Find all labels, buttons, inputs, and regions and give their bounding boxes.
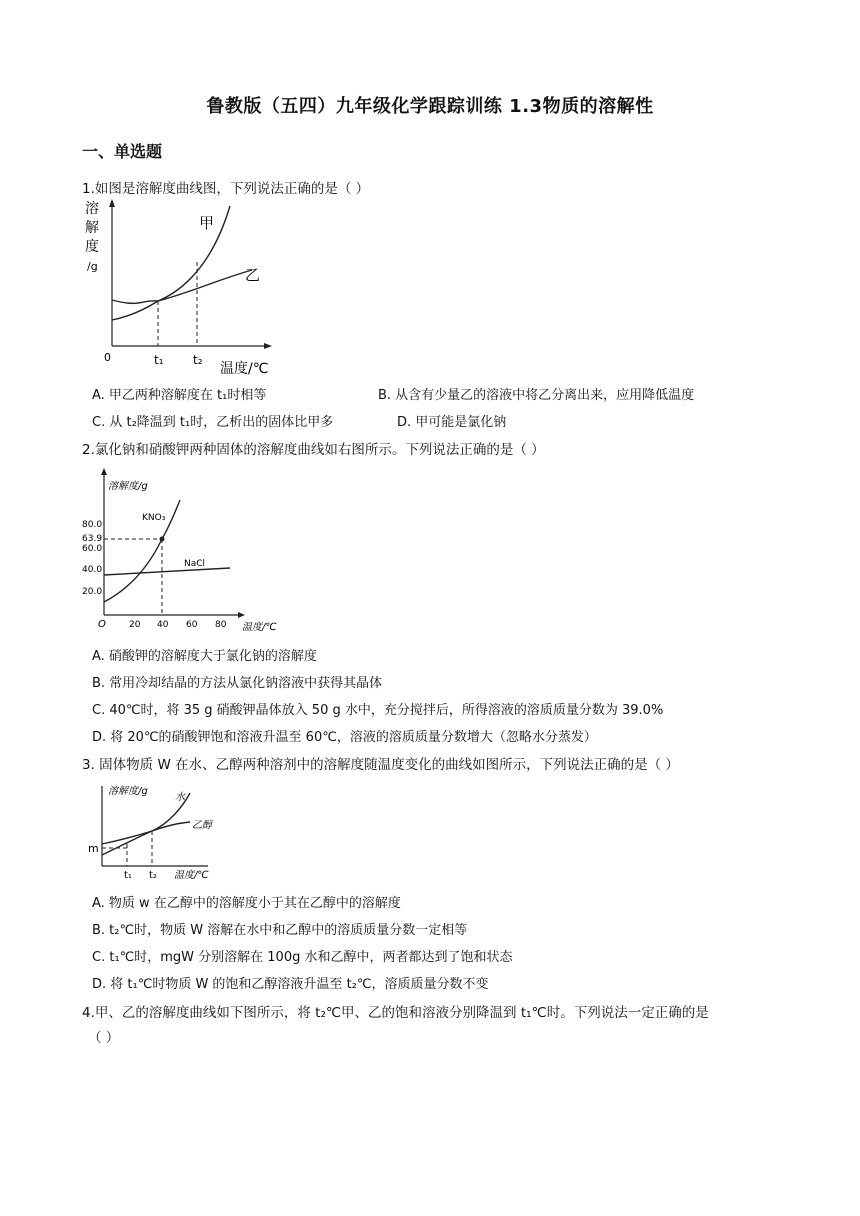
q3-tick-t2: t₂ — [149, 870, 157, 881]
q2-ytick-60: 60.0 — [82, 544, 103, 554]
question-1-stem: 1.如图是溶解度曲线图，下列说法正确的是（ ） — [82, 181, 370, 197]
q2-xticks — [129, 620, 227, 630]
q1-ylabel-1: 溶 — [85, 201, 99, 217]
q2-option-c[interactable]: C. 40℃时，将 35 g 硝酸钾晶体放入 50 g 水中，充分搅拌后，所得溶液的溶质质量分数为 39.0% — [92, 703, 664, 718]
q3-m-label: m — [88, 842, 99, 855]
q2-xtick-40: 40 — [157, 620, 169, 630]
q1-tick-t2: t₂ — [193, 353, 203, 367]
q3-label-ethanol: 乙醇 — [192, 820, 212, 831]
q3-option-c[interactable]: C. t₁℃时，mgW 分别溶解在 100g 水和乙醇中，两者都达到了饱和状态 — [92, 950, 513, 965]
q2-y-arrow — [101, 468, 107, 475]
question-3-stem: 3. 固体物质 W 在水、乙醇两种溶剂中的溶解度随温度变化的曲线如图所示，下列说法正确的是（ ） — [82, 757, 679, 773]
q2-xlabel: 温度/℃ — [242, 622, 277, 633]
q3-label-water: 水 — [175, 792, 185, 803]
q2-x-arrow — [238, 612, 245, 618]
q2-origin: O — [98, 619, 106, 630]
q1-option-c[interactable]: C. 从 t₂降温到 t₁时，乙析出的固体比甲多 — [92, 415, 334, 430]
section-heading: 一、单选题 — [82, 142, 163, 161]
q2-label-nacl: NaCl — [184, 559, 206, 569]
q1-solubility-chart — [82, 196, 282, 376]
q1-option-b[interactable]: B. 从含有少量乙的溶液中将乙分离出来，应用降低温度 — [378, 388, 695, 403]
q1-x-arrow — [264, 343, 272, 349]
q1-tick-t1: t₁ — [154, 353, 164, 367]
q3-xlabel: 温度/℃ — [174, 870, 209, 881]
q2-solubility-chart — [82, 465, 292, 635]
question-2-stem: 2.氯化钠和硝酸钾两种固体的溶解度曲线如右图所示。下列说法正确的是（ ） — [82, 442, 545, 458]
question-4-stem-line1: 4.甲、乙的溶解度曲线如下图所示，将 t₂℃甲、乙的饱和溶液分别降温到 t₁℃时。下列说法一定正确的是 — [82, 1005, 709, 1021]
q2-curve-nacl — [104, 568, 230, 575]
q1-label-yi: 乙 — [245, 266, 261, 284]
q1-option-d[interactable]: D. 甲可能是氯化钠 — [397, 415, 507, 430]
q3-ylabel: 溶解度/g — [108, 786, 148, 797]
q2-xtick-80: 80 — [215, 620, 227, 630]
q2-ytick-80: 80.0 — [82, 520, 103, 530]
q1-y-arrow — [109, 199, 115, 207]
q2-xtick-20: 20 — [129, 620, 141, 630]
q2-point-63.9 — [160, 537, 165, 542]
q3-solubility-chart — [86, 778, 226, 888]
q2-ylabel: 溶解度/g — [108, 481, 148, 492]
q1-xlabel: 温度/℃ — [220, 361, 269, 377]
q2-option-d[interactable]: D. 将 20℃的硝酸钾饱和溶液升温至 60℃，溶液的溶质质量分数增大（忽略水分蒸发） — [92, 730, 597, 745]
q3-curve-ethanol — [102, 822, 190, 855]
q1-ylabel-2: 解 — [85, 220, 99, 236]
q2-ytick-20: 20.0 — [82, 587, 103, 597]
question-4-stem-line2: （ ） — [88, 1030, 120, 1046]
q1-label-jia: 甲 — [199, 214, 215, 232]
q3-option-d[interactable]: D. 将 t₁℃时物质 W 的饱和乙醇溶液升温至 t₂℃，溶质质量分数不变 — [92, 977, 489, 992]
q2-ytick-63.9: 63.9 — [82, 534, 103, 544]
q2-yticks — [82, 520, 102, 597]
q3-option-b[interactable]: B. t₂℃时，物质 W 溶解在水中和乙醇中的溶质质量分数一定相等 — [92, 923, 468, 938]
q1-ylabel — [85, 200, 99, 273]
q1-origin: 0 — [104, 351, 111, 364]
q2-ytick-40: 40.0 — [82, 565, 103, 575]
q1-ylabel-4: /g — [87, 260, 98, 273]
q2-option-b[interactable]: B. 常用冷却结晶的方法从氯化钠溶液中获得其晶体 — [92, 676, 383, 691]
q2-option-a[interactable]: A. 硝酸钾的溶解度大于氯化钠的溶解度 — [92, 649, 317, 664]
q2-xtick-60: 60 — [186, 620, 198, 630]
q1-ylabel-3: 度 — [85, 239, 99, 255]
q3-option-a[interactable]: A. 物质 w 在乙醇中的溶解度小于其在乙醇中的溶解度 — [92, 896, 401, 911]
q3-tick-t1: t₁ — [124, 870, 132, 881]
q1-option-a[interactable]: A. 甲乙两种溶解度在 t₁时相等 — [92, 388, 267, 403]
q2-label-kno3: KNO₃ — [142, 513, 166, 523]
page-title: 鲁教版（五四）九年级化学跟踪训练 1.3物质的溶解性 — [206, 96, 654, 117]
